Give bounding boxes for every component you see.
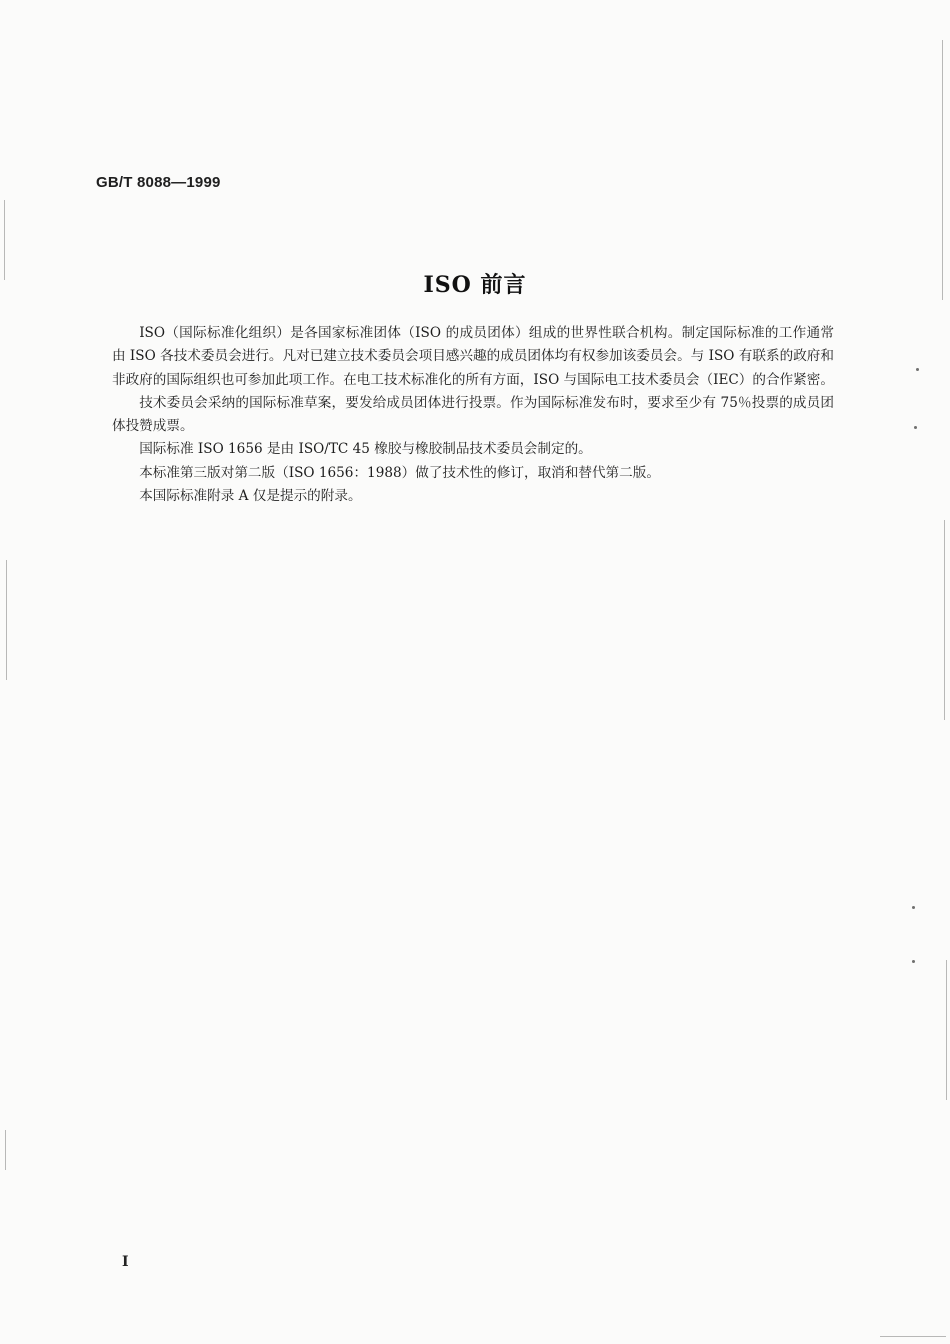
scan-edge-mark-right <box>942 40 943 300</box>
scan-edge-mark-right-3 <box>946 960 947 1100</box>
standard-code: GB/T 8088—1999 <box>96 174 221 191</box>
scan-speck <box>912 906 915 909</box>
scan-edge-mark-left-3 <box>5 1130 6 1170</box>
scan-edge-mark-bottom <box>880 1336 946 1337</box>
page-number: I <box>122 1254 129 1270</box>
paragraph: 本国际标准附录 A 仅是提示的附录。 <box>139 488 362 505</box>
scan-edge-mark-left-2 <box>6 560 7 680</box>
paragraph: ISO（国际标准化组织）是各国家标准团体（ISO 的成员团体）组成的世界性联合机构。制定国际标准的工作通常由 ISO 各技术委员会进行。凡对已建立技术委员会项目感兴趣的成员团体均有权参加该委员会。与 ISO 有联系的政府和非政府的国际组织也可参加此项工作。在电工技术标准化的所有方面，ISO 与国际电工技术委员会（IEC）的合作紧密。 <box>112 325 834 388</box>
paragraph: 技术委员会采纳的国际标准草案，要发给成员团体进行投票。作为国际标准发布时，要求至少有 75％投票的成员团体投赞成票。 <box>112 394 834 435</box>
scan-edge-mark-right-2 <box>944 520 945 720</box>
paragraph: 国际标准 ISO 1656 是由 ISO/TC 45 橡胶与橡胶制品技术委员会制定的。 <box>139 441 592 458</box>
paragraph: 本标准第三版对第二版（ISO 1656：1988）做了技术性的修订，取消和替代第二版。 <box>139 464 660 481</box>
foreword-body <box>112 322 834 508</box>
page-title: ISO 前言 <box>423 272 527 298</box>
scan-speck <box>912 960 915 963</box>
scan-speck <box>916 368 919 371</box>
scan-speck <box>914 426 917 429</box>
